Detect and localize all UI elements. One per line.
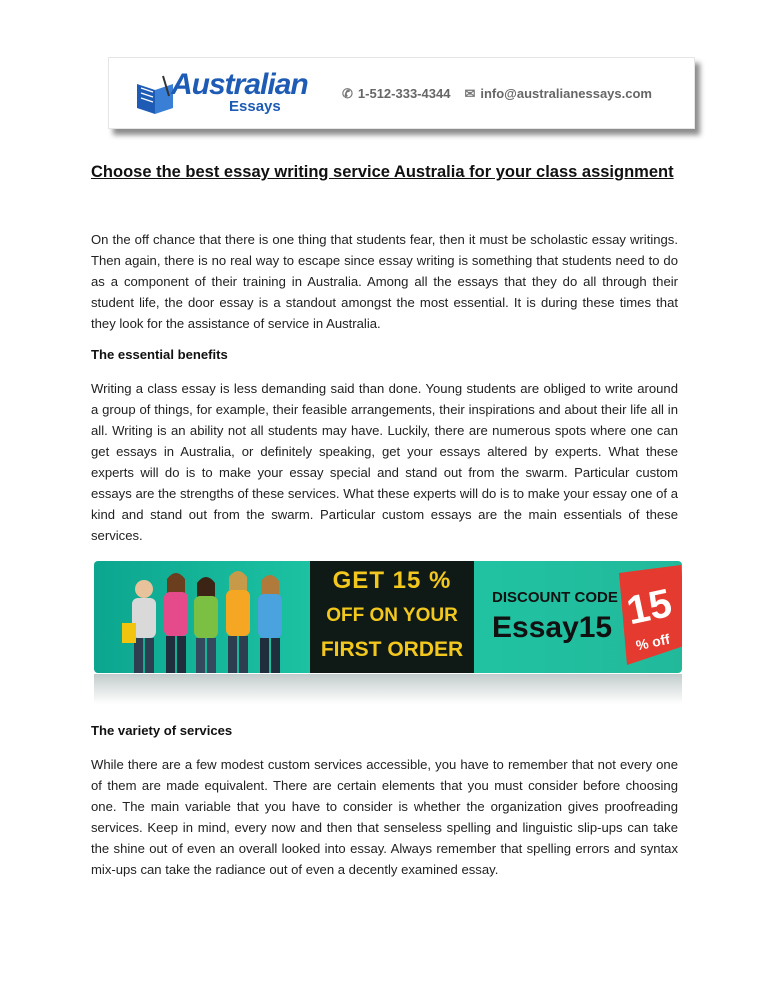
- discount-code-value: Essay15: [492, 611, 613, 644]
- mail-icon: ✉: [464, 86, 476, 101]
- offer-line-1: GET 15 %: [332, 567, 452, 594]
- badge-number: 15: [622, 581, 676, 634]
- phone-number[interactable]: 1-512-333-4344: [357, 86, 451, 101]
- discount-code-label: DISCOUNT CODE: [492, 589, 618, 606]
- section-heading-variety: The variety of services: [91, 723, 233, 738]
- badge-suffix: % off: [634, 630, 672, 654]
- discount-banner[interactable]: [94, 561, 682, 673]
- intro-paragraph: On the off chance that there is one thing that students fear, then it must be scholastic essay writings. Then again, there is no real way to escape since essay writing is something that students need to do as a component of their training in Australia. Among all the essays that they do all through their student life, the door essay is a standout amongst the most essential. It is during these times that they look for the assistance of service in Australia.: [91, 232, 678, 331]
- offer-panel: [310, 561, 474, 673]
- offer-line-2: OFF ON YOUR: [326, 605, 458, 626]
- benefits-paragraph: Writing a class essay is less demanding said than done. Young students are obliged to write around a group of things, for example, their feasible arrangements, their inspirations and about their life all in all. Writing is an ability not all students may have. Luckily, there are numerous spots where one can get essays in Australia, or definitely speaking, get your essays altered by experts. What these experts will do is to make your essay special and stand out from the swarm. Particular custom essays are the strengths of these services. What these experts will do is to make your essay one of a kind and stand out from the swarm. Particular custom essays are the main essentials of these services.: [91, 381, 678, 543]
- discount-badge: [609, 565, 682, 665]
- logo[interactable]: [133, 68, 333, 120]
- banner-reflection: [94, 674, 682, 704]
- section-heading-benefits: The essential benefits: [91, 347, 228, 362]
- contact-info: [342, 86, 652, 102]
- variety-paragraph: While there are a few modest custom services accessible, you have to remember that not every one of them are made equivalent. There are certain elements that you must consider before choosing one. The main variable that you have to consider is whether the organization gives proofreading services. Keep in mind, every now and then that senseless spelling and linguistic slip-ups can take the shine out of even an overall looked into essay. Always remember that spelling errors and syntax mix-ups can take the radiance out of even a decently examined essay.: [91, 757, 678, 877]
- students-illustration: [114, 561, 304, 673]
- header-banner: [108, 57, 695, 129]
- logo-main-text: Australian: [171, 68, 308, 101]
- logo-sub-text: Essays: [229, 98, 281, 115]
- page-title: Choose the best essay writing service Australia for your class assignment: [91, 163, 674, 181]
- offer-line-3: FIRST ORDER: [320, 638, 464, 661]
- email-address[interactable]: info@australianessays.com: [480, 86, 652, 101]
- phone-icon: ✆: [342, 86, 353, 101]
